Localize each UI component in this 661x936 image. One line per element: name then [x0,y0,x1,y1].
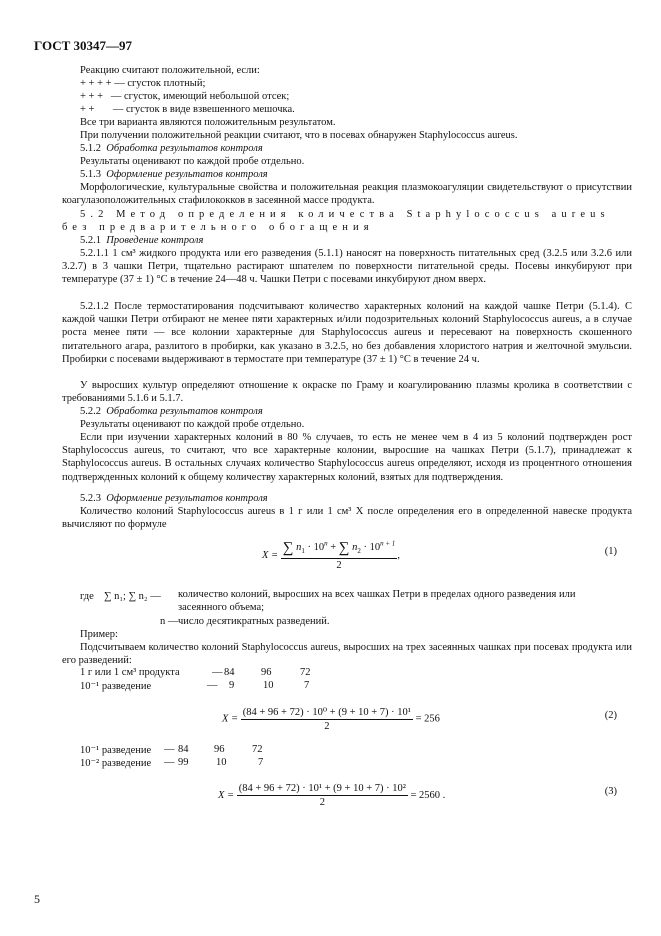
section-5-2-1-2-text: 5.2.1.2 После термостатирования подсчитывают количество характерных колоний на каждой чашке Петри (5.1.4). С каждой чашки Петри отбирают не менее пяти характерных и/или подозрительных колоний Staphylococcus aureus, а в случае роста менее пяти — все колонии характерные для Staphylococcus aureus и пересевают на поверхность скошенного питательного агара, разлитого в пробирки, как указано в 3.2.5, но без добавления хлористого натрия и желточной эмульсии. Пробирки с посевами выдерживают в термостате при температуре (37 ± 1) °С в течение 24 ч. [62,301,632,365]
section-5-2-title-line2: без предварительного обогащения [62,222,374,233]
table2-row1-label: 10⁻¹ разведение [80,745,152,756]
section-5-2-2-text: Результаты оценивают по каждой пробе отдельно. [80,419,305,430]
table2-row2-v2: 10 [216,757,227,768]
where-n-description: число десятикратных разведений. [178,616,330,627]
formula-1-number: (1) [604,546,617,557]
table2-row1-v3: 72 [252,744,263,755]
table1-row2-label: 10⁻¹ разведение [80,681,152,692]
table2-row2-label: 10⁻² разведение [80,758,152,769]
section-5-2-3-heading: 5.2.3 Оформление результатов контроля [80,493,268,504]
section-5-1-3-text: Морфологические, культуральные свойства и положительная реакция плазмокоагуляции свидетельствуют о присутствии коагулазоположительных стафилококков в засеянной массе продукта. [62,182,632,207]
section-5-2-title-line1: 5.2 Метод определения количества Staphylococcus aureus [80,209,610,220]
table2-row2-v3: 7 [258,757,264,768]
section-5-1-2-heading: 5.1.2 Обработка результатов контроля [80,143,263,154]
table1-row2-dash: — [207,680,218,691]
formula-2: X = $\frac{\text{(84 + 96 + 72) · 10⁰ + (9 + 10 + 7) · 10¹}}{2}$ = 256 [222,707,440,732]
where-description: количество колоний, выросших на всех чашках Петри в пределах одного разведения или засеянного объема; [178,589,576,613]
page-number: 5 [34,892,40,906]
section-5-2-1-1-text: 5.2.1.1 1 см³ жидкого продукта или его разведения (5.1.1) наносят на поверхность питательных сред (3.2.5 или 3.2.6 или 3.2.7) в 3 чашки Петри, тщательно растирают шпателем по поверхности питательной среды. Посевы инкубируют при температуре (37 ± 1) °С в течение 24—48 ч. Чашки Петри с посевами инкубируют дном вверх. [62,248,632,286]
table1-row1-v2: 96 [261,667,272,678]
reaction-plus2: + + — сгусток в виде взвешенного мешочка. [80,104,295,115]
example-label: Пример: [80,629,118,640]
table1-row2-v2: 10 [263,680,274,691]
section-5-2-3-text: Количество колоний Staphylococcus aureus в 1 г или 1 см³ X после определения его в определенной навеске продукта вычисляют по формуле [62,506,632,531]
table1-row1-dash: — [212,667,223,678]
table2-row2-v1: 99 [178,757,189,768]
where-symbols: ∑ n₁; ∑ n₂ — [104,591,161,602]
example-text: Подсчитываем количество колоний Staphylococcus aureus, выросших на трех засеянных чашках при посевах продукта или его разведений: [62,642,632,667]
formula-3: X = $\frac{\text{(84 + 96 + 72) · 10¹ + (9 + 10 + 7) · 10²}}{2}$ = 2560 . [218,783,446,808]
table2-row1-v1: 84 [178,744,189,755]
reaction-intro: Реакцию считают положительной, если: [80,65,260,76]
section-5-2-1-2-text-b: У выросших культур определяют отношение к окраске по Граму и коагулированию плазмы кролика в соответствии с требованиями 5.1.6 и 5.1.7. [62,380,632,405]
table1-row1-v1: 84 [224,667,235,678]
formula-2-number: (2) [604,710,617,721]
table1-row1-label: 1 г или 1 см³ продукта [80,667,180,678]
where-label: где [80,591,94,602]
document-header: ГОСТ 30347—97 [34,38,133,53]
section-5-2-2-text-2: Если при изучении характерных колоний в 80 % случаев, то есть не менее чем в 4 из 5 колоний подтвержден рост Staphylococcus aureus, то считают, что все характерные колонии, выросшие на чашках Петри (5.1.7), принадлежат к Staphylococcus aureus. В остальных случаях количество Staphylococcus aureus определяют, исходя из процентного отношения подтвержденных колоний к общему количеству характерных колоний, взятых для подтверждения. [62,432,632,483]
reaction-plus3: + + + — сгусток, имеющий небольшой отсек; [80,91,290,102]
formula-1: X = $\frac{\sum n_1 \cdot 10^n + \sum n_2 \cdot 10^{n + 1}}{2}$ , [262,539,400,571]
where-n-symbol: n — [160,616,179,627]
section-5-1-2-text: Результаты оценивают по каждой пробе отдельно. [80,156,305,167]
table1-row1-v3: 72 [300,667,311,678]
formula-3-number: (3) [604,786,617,797]
table1-row2-v1: 9 [229,680,235,691]
table1-row2-v3: 7 [304,680,310,691]
section-5-2-2-heading: 5.2.2 Обработка результатов контроля [80,406,263,417]
table2-row1-v2: 96 [214,744,225,755]
reaction-positive: При получении положительной реакции считают, что в посевах обнаружен Staphylococcus aureus. [80,130,518,141]
table2-row1-dash: — [164,744,175,755]
section-5-1-3-heading: 5.1.3 Оформление результатов контроля [80,169,268,180]
reaction-all-three: Все три варианта являются положительным результатом. [80,117,336,128]
reaction-plus4: + + + + — сгусток плотный; [80,78,206,89]
section-5-2-1-heading: 5.2.1 Проведение контроля [80,235,204,246]
table2-row2-dash: — [164,757,175,768]
